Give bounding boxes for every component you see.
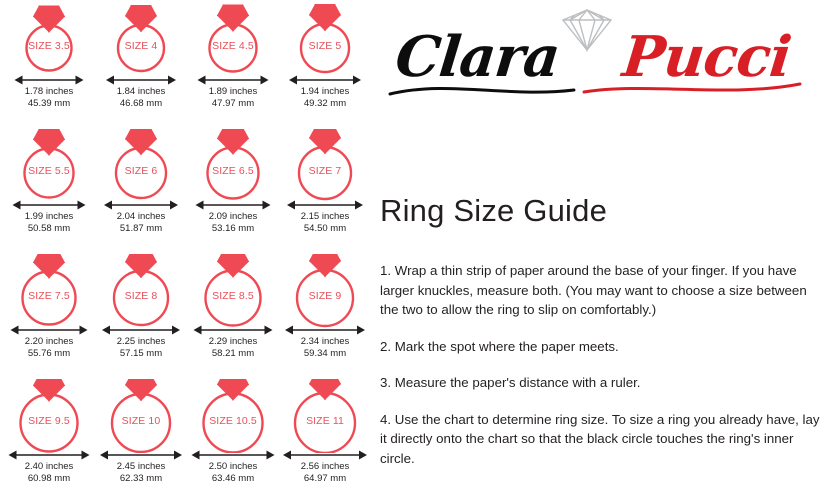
diameter-arrow-icon	[194, 324, 273, 336]
ring-illustration	[188, 254, 278, 328]
instruction-step: 4. Use the chart to determine ring size. To size a ring you already have, lay it directly onto the chart so that the black circle touches the ring's inner circle.	[380, 411, 820, 466]
ring-mm: 63.46 mm	[211, 472, 255, 484]
ring-illustration	[4, 129, 94, 203]
diameter-arrow-icon	[13, 199, 86, 211]
ring-size-cell	[4, 4, 94, 127]
diameter-arrow-icon	[289, 74, 361, 86]
ring-size-label: SIZE 3.5	[28, 40, 70, 52]
diameter-arrow-icon	[198, 74, 269, 86]
ring-size-label: SIZE 5.5	[28, 165, 70, 177]
ring-illustration	[280, 254, 370, 328]
ring-dimensions	[4, 86, 94, 109]
diameter-arrow-icon	[9, 449, 90, 461]
ring-dimensions	[96, 336, 186, 359]
ring-mm: 60.98 mm	[27, 472, 71, 484]
ring-inches: 1.99 inches	[24, 211, 74, 222]
ring-mm: 59.34 mm	[303, 347, 347, 359]
ring-size-cell	[280, 129, 370, 252]
ring-dimensions	[188, 336, 278, 359]
ring-illustration	[188, 129, 278, 203]
ring-size-label: SIZE 6.5	[212, 165, 254, 177]
ring-dimensions	[96, 461, 186, 484]
ring-inches: 2.29 inches	[208, 336, 258, 347]
ring-inches: 2.34 inches	[300, 336, 350, 347]
ring-size-cell	[188, 254, 278, 377]
ring-size-label: SIZE 6	[124, 165, 158, 177]
diameter-arrow-icon	[106, 74, 176, 86]
ring-dimensions	[280, 211, 370, 234]
ring-size-label: SIZE 11	[306, 415, 344, 427]
diameter-arrow-icon	[104, 199, 178, 211]
ring-size-cell	[96, 254, 186, 377]
ring-size-label: SIZE 5	[308, 40, 342, 52]
ring-size-cell	[280, 4, 370, 127]
ring-dimensions	[188, 211, 278, 234]
ring-size-cell	[280, 379, 370, 502]
ring-size-label: SIZE 4	[124, 40, 158, 52]
ring-mm: 64.97 mm	[303, 472, 347, 484]
brand-name-first: Clara	[392, 24, 563, 90]
instruction-step: 1. Wrap a thin strip of paper around the base of your finger. If you have larger knuckles, measure both. (You may want to choose a size between the two to allow the ring to slip on comfortably.)	[380, 263, 807, 318]
ring-illustration	[96, 4, 186, 78]
ring-size-label: SIZE 10	[121, 415, 161, 427]
ring-illustration	[280, 379, 370, 453]
diameter-arrow-icon	[11, 324, 88, 336]
ring-size-label: SIZE 7.5	[28, 290, 70, 302]
diameter-arrow-icon	[102, 324, 180, 336]
ring-dimensions	[188, 461, 278, 484]
ring-inches: 2.09 inches	[208, 211, 258, 222]
ring-illustration	[4, 4, 94, 78]
ring-mm: 55.76 mm	[27, 347, 71, 359]
ring-size-label: SIZE 9.5	[28, 415, 70, 427]
ring-size-cell	[188, 4, 278, 127]
ring-mm: 54.50 mm	[303, 222, 347, 234]
ring-size-chart	[0, 0, 368, 501]
ring-size-cell	[96, 4, 186, 127]
ring-illustration	[188, 379, 278, 453]
ring-illustration	[96, 379, 186, 453]
ring-size-cell	[4, 254, 94, 377]
instruction-step: 2. Mark the spot where the paper meets.	[380, 338, 619, 354]
ring-inches: 2.40 inches	[24, 461, 74, 472]
ring-mm: 49.32 mm	[303, 97, 347, 109]
ring-mm: 50.58 mm	[27, 222, 71, 234]
ring-dimensions	[188, 86, 278, 109]
ring-size-label: SIZE 8	[124, 290, 158, 302]
ring-inches: 2.45 inches	[116, 461, 166, 472]
ring-mm: 47.97 mm	[211, 97, 255, 109]
instruction-list	[380, 248, 828, 468]
ring-size-label: SIZE 9	[308, 290, 342, 302]
ring-inches: 2.25 inches	[116, 336, 166, 347]
ring-inches: 1.94 inches	[300, 86, 350, 97]
ring-size-cell	[96, 129, 186, 252]
ring-size-label: SIZE 7	[308, 165, 342, 177]
ring-illustration	[4, 254, 94, 328]
ring-dimensions	[280, 336, 370, 359]
ring-inches: 2.20 inches	[24, 336, 74, 347]
brand-name-second: Pucci	[619, 24, 794, 90]
ring-dimensions	[4, 461, 94, 484]
ring-mm: 53.16 mm	[211, 222, 255, 234]
diameter-arrow-icon	[287, 199, 363, 211]
ring-size-label: SIZE 10.5	[209, 415, 257, 427]
ring-dimensions	[280, 461, 370, 484]
ring-mm: 46.68 mm	[119, 97, 163, 109]
ring-inches: 2.04 inches	[116, 211, 166, 222]
ring-illustration	[96, 254, 186, 328]
diameter-arrow-icon	[285, 324, 365, 336]
ring-illustration	[280, 129, 370, 203]
ring-size-label: SIZE 4.5	[212, 40, 254, 52]
ring-mm: 51.87 mm	[119, 222, 163, 234]
ring-size-cell	[4, 379, 94, 502]
diameter-arrow-icon	[283, 449, 367, 461]
diameter-arrow-icon	[192, 449, 275, 461]
ring-size-cell	[4, 129, 94, 252]
instruction-step: 3. Measure the paper's distance with a ruler.	[380, 375, 641, 391]
logo-swash	[388, 78, 808, 105]
ring-illustration	[280, 4, 370, 78]
ring-size-cell	[96, 379, 186, 502]
ring-mm: 57.15 mm	[119, 347, 163, 359]
ring-inches: 2.50 inches	[208, 461, 258, 472]
ring-mm: 58.21 mm	[211, 347, 255, 359]
ring-size-cell	[188, 129, 278, 252]
ring-dimensions	[96, 86, 186, 109]
ring-illustration	[188, 4, 278, 78]
ring-mm: 45.39 mm	[27, 97, 71, 109]
ring-illustration	[96, 129, 186, 203]
ring-mm: 62.33 mm	[119, 472, 163, 484]
ring-size-cell	[188, 379, 278, 502]
ring-inches: 1.78 inches	[24, 86, 74, 97]
ring-inches: 1.84 inches	[116, 86, 166, 97]
page-title: Ring Size Guide	[380, 193, 608, 228]
diameter-arrow-icon	[100, 449, 182, 461]
ring-dimensions	[4, 336, 94, 359]
ring-dimensions	[280, 86, 370, 109]
ring-dimensions	[4, 211, 94, 234]
ring-inches: 2.56 inches	[300, 461, 350, 472]
right-panel	[368, 0, 839, 501]
ring-size-label: SIZE 8.5	[212, 290, 254, 302]
diameter-arrow-icon	[196, 199, 271, 211]
ring-illustration	[4, 379, 94, 453]
diameter-arrow-icon	[15, 74, 84, 86]
ring-inches: 2.15 inches	[300, 211, 350, 222]
ring-dimensions	[96, 211, 186, 234]
ring-size-cell	[280, 254, 370, 377]
ring-inches: 1.89 inches	[208, 86, 258, 97]
brand-logo	[376, 6, 836, 101]
